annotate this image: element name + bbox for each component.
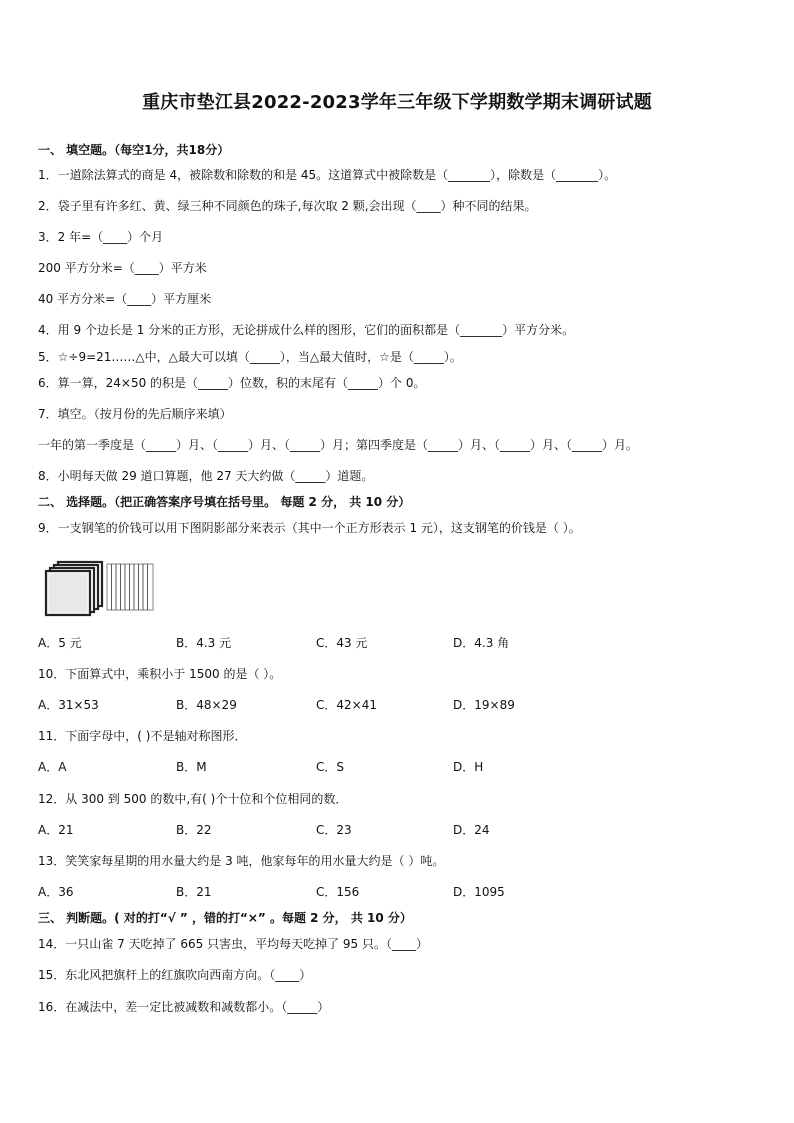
- question-4: 4．用 9 个边长是 1 分米的正方形，无论拼成什么样的图形，它们的面积都是（_______）平方分米。: [38, 323, 575, 337]
- question-9: 9．一支钢笔的价钱可以用下图阴影部分来表示（其中一个正方形表示 1 元），这支钢笔的价钱是（ ）。: [38, 521, 581, 535]
- q10-option-c: C．42×41: [316, 698, 377, 712]
- q11-option-d: D．H: [453, 760, 484, 774]
- money-squares-figure: [44, 560, 164, 620]
- question-11: 11．下面字母中，( )不是轴对称图形．: [38, 729, 247, 743]
- section-fill-heading: 一、 填空题。（每空1分，共18分）: [38, 143, 230, 157]
- question-5: 5．☆÷9=21……△中，△最大可以填（_____），当△最大值时，☆是（_____）。: [38, 350, 462, 364]
- q12-option-b: B．22: [176, 823, 212, 837]
- q12-option-d: D．24: [453, 823, 490, 837]
- question-13: 13．笑笑家每星期的用水量大约是 3 吨，他家每年的用水量大约是（ ）吨。: [38, 854, 445, 868]
- question-12: 12．从 300 到 500 的数中,有( )个十位和个位相同的数．: [38, 792, 348, 806]
- q10-option-d: D．19×89: [453, 698, 515, 712]
- question-2: 2．袋子里有许多红、黄、绿三种不同颜色的珠子,每次取 2 颗,会出现（____）种不同的结果。: [38, 199, 537, 213]
- question-16: 16．在减法中，差一定比被减数和减数都小。（_____）: [38, 1000, 330, 1014]
- q13-option-d: D．1095: [453, 885, 505, 899]
- q12-option-a: A．21: [38, 823, 74, 837]
- question-8: 8．小明每天做 29 道口算题，他 27 天大约做（_____）道题。: [38, 469, 374, 483]
- page-title: 重庆市垫江县2022-2023学年三年级下学期数学期末调研试题: [142, 92, 652, 113]
- question-15: 15．东北风把旗杆上的红旗吹向西南方向。（____）: [38, 968, 312, 982]
- q13-option-c: C．156: [316, 885, 360, 899]
- section-choice-heading: 二、 选择题。（把正确答案序号填在括号里。 每题 2 分， 共 10 分）: [38, 495, 411, 509]
- q11-option-a: A．A: [38, 760, 67, 774]
- q10-option-b: B．48×29: [176, 698, 237, 712]
- question-14: 14．一只山雀 7 天吃掉了 665 只害虫，平均每天吃掉了 95 只。（____）: [38, 937, 428, 951]
- question-7a: 7．填空。（按月份的先后顺序来填）: [38, 407, 232, 421]
- question-1: 1．一道除法算式的商是 4，被除数和除数的和是 45。这道算式中被除数是（_______），除数是（_______）。: [38, 168, 617, 182]
- q9-option-c: C．43 元: [316, 636, 368, 650]
- question-3a: 3．2 年=（____）个月: [38, 230, 164, 244]
- q10-option-a: A．31×53: [38, 698, 99, 712]
- q9-option-d: D．4.3 角: [453, 636, 510, 650]
- question-3c: 40 平方分米=（____）平方厘米: [38, 292, 212, 306]
- q9-option-a: A．5 元: [38, 636, 82, 650]
- q9-option-b: B．4.3 元: [176, 636, 232, 650]
- section-judge-heading: 三、 判断题。( 对的打“√ ” ，错的打“×” 。每题 2 分， 共 10 分）: [38, 911, 412, 925]
- q11-option-c: C．S: [316, 760, 344, 774]
- question-7b: 一年的第一季度是（_____）月、（_____）月、（_____）月；第四季度是（_____）月、（_____）月、（_____）月。: [38, 438, 639, 452]
- q13-option-a: A．36: [38, 885, 74, 899]
- stacked-squares-icon: [46, 562, 102, 615]
- striped-square-icon: [107, 564, 153, 610]
- q13-option-b: B．21: [176, 885, 212, 899]
- question-3b: 200 平方分米=（____）平方米: [38, 261, 207, 275]
- q11-option-b: B．M: [176, 760, 207, 774]
- q12-option-c: C．23: [316, 823, 352, 837]
- question-6: 6．算一算，24×50 的积是（_____）位数，积的末尾有（_____）个 0。: [38, 376, 426, 390]
- question-10: 10．下面算式中，乘积小于 1500 的是（ ）。: [38, 667, 282, 681]
